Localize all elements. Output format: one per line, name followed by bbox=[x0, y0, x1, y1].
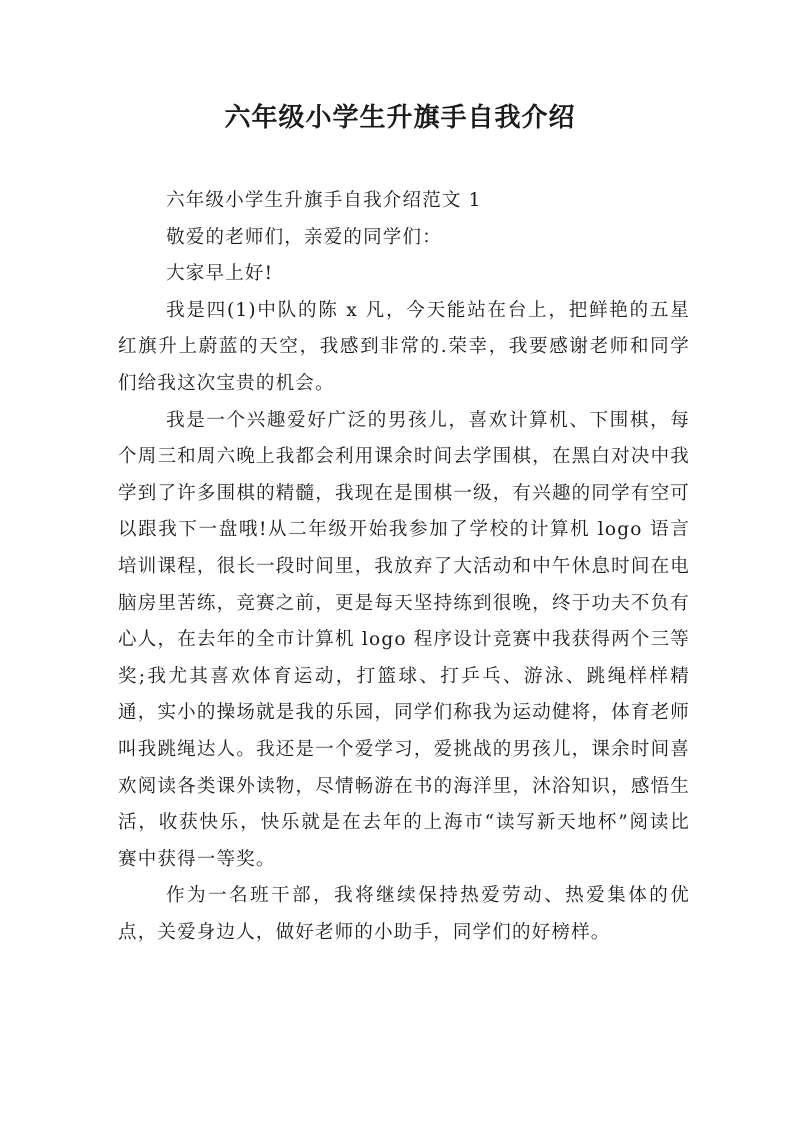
paragraph-introduction: 我是四(1)中队的陈 x 凡，今天能站在台上，把鲜艳的五星红旗升上蔚蓝的天空，我感到非常的.荣幸，我要感谢老师和同学们给我这次宝贵的机会。 bbox=[118, 299, 690, 394]
paragraph-section-heading: 六年级小学生升旗手自我介绍范文 1 bbox=[166, 190, 482, 211]
document-title: 六年级小学生升旗手自我介绍 bbox=[224, 103, 576, 133]
paragraph-salutation: 敬爱的老师们，亲爱的同学们： bbox=[166, 226, 442, 248]
paragraph-greeting: 大家早上好! bbox=[166, 263, 274, 285]
paragraph-commitment: 作为一名班干部，我将继续保持热爱劳动、热爱集体的优点，关爱身边人，做好老师的小助手，同学们的好榜样。 bbox=[118, 885, 690, 943]
paragraph-hobbies: 我是一个兴趣爱好广泛的男孩儿，喜欢计算机、下围棋，每个周三和周六晚上我都会利用课余时间去学围棋，在黑白对决中我学到了许多围棋的精髓，我现在是围棋一级，有兴趣的同学有空可以跟我下一盘哦!从二年级开始我参加了学校的计算机 logo 语言培训课程，很长一段时间里，我放弃了大活动和中午休息时间在电脑房里苦练，竞赛之前，更是每天坚持练到很晚，终于功夫不负有心人，在去年的全市计算机 logo 程序设计竞赛中我获得两个三等奖;我尤其喜欢体育运动，打篮球、打乒乓、游泳、跳绳样样精通，实小的操场就是我的乐园，同学们称我为运动健将，体育老师叫我跳绳达人。我还是一个爱学习，爱挑战的男孩儿，课余时间喜欢阅读各类课外读物，尽情畅游在书的海洋里，沐浴知识，感悟生活，收获快乐，快乐就是在去年的上海市“读写新天地杯”阅读比赛中获得一等奖。 bbox=[118, 409, 690, 870]
document-body bbox=[118, 183, 690, 951]
